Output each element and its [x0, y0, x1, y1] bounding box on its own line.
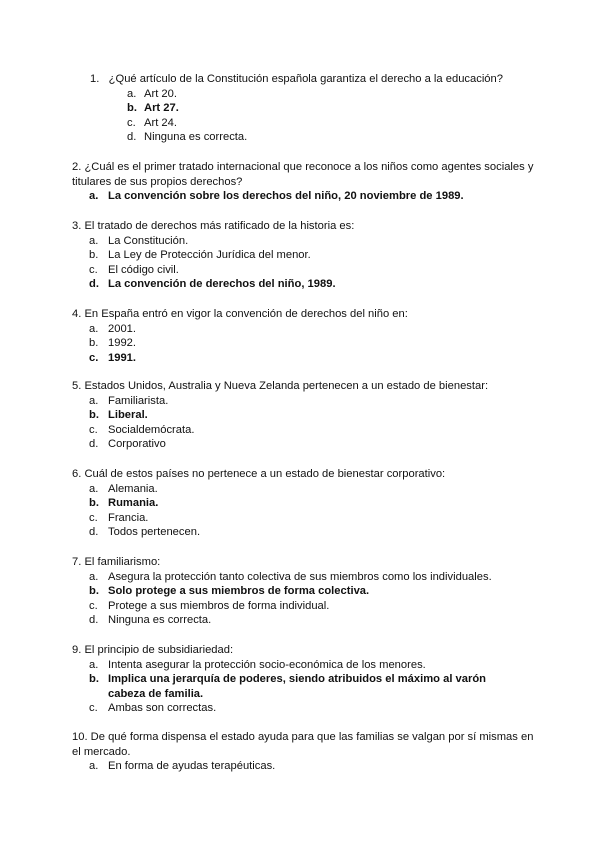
answer-list [90, 87, 556, 145]
answer-option: a. Art 20. [127, 87, 177, 100]
answer-list [72, 189, 538, 204]
question-10 [72, 730, 538, 774]
question-2 [72, 160, 538, 204]
question-number: 1. [90, 73, 100, 85]
answer-list [72, 394, 538, 452]
question-1-text: ¿Qué artículo de la Constitución española garantiza el derecho a la educación? [108, 73, 503, 85]
answer-option-correct: c. 1991. [89, 351, 136, 364]
question-2-text: 2. ¿Cuál es el primer tratado internacional que reconoce a los niños como agentes sociales y titulares de sus propios derechos? [72, 161, 534, 188]
answer-option: d. Corporativo [89, 438, 166, 451]
question-9-text: 9. El principio de subsidiariedad: [72, 644, 234, 656]
answer-option: a. Intenta asegurar la protección socio-económica de los menores. [89, 658, 426, 671]
answer-option: a. Alemania. [89, 482, 158, 495]
answer-option: c. Ambas son correctas. [89, 702, 217, 715]
answer-list [72, 482, 538, 540]
question-6-text: 6. Cuál de estos países no pertenece a un estado de bienestar corporativo: [72, 468, 446, 480]
answer-option: b. 1992. [89, 337, 136, 350]
answer-option-correct: b. Solo protege a sus miembros de forma colectiva. [89, 585, 370, 598]
question-5-text: 5. Estados Unidos, Australia y Nueva Zelanda pertenecen a un estado de bienestar: [72, 380, 489, 392]
answer-option: c. Art 24. [127, 116, 177, 129]
question-text [90, 72, 556, 87]
question-5 [72, 379, 538, 452]
question-10-text: 10. De qué forma dispensa el estado ayuda para que las familias se valgan por sí mismas en el mercado. [72, 731, 534, 758]
answer-list [72, 759, 538, 774]
question-4-text: 4. En España entró en vigor la convención de derechos del niño en: [72, 308, 408, 320]
answer-option-correct: d. La convención de derechos del niño, 1989. [89, 278, 336, 291]
answer-option-correct: b. Rumania. [89, 497, 159, 510]
answer-option: a. Familiarista. [89, 394, 169, 407]
answer-option: c. Francia. [89, 511, 149, 524]
answer-option-correct: b. Liberal. [89, 409, 148, 422]
answer-option: a. 2001. [89, 322, 136, 335]
answer-option-correct: b. Art 27. [127, 102, 179, 115]
answer-list [72, 234, 538, 292]
answer-option-correct: b. Implica una jerarquía de poderes, siendo atribuidos el máximo al varón cabeza de familia. [89, 673, 486, 700]
question-7 [72, 555, 538, 628]
answer-option: a. Asegura la protección tanto colectiva de sus miembros como los individuales. [89, 570, 492, 583]
answer-option: d. Ninguna es correcta. [127, 131, 248, 144]
answer-list [72, 322, 538, 366]
answer-list [72, 570, 538, 628]
answer-option: c. Protege a sus miembros de forma individual. [89, 599, 330, 612]
answer-option: b. La Ley de Protección Jurídica del menor. [89, 249, 311, 262]
question-1 [90, 72, 556, 145]
question-3 [72, 219, 538, 292]
answer-list [72, 658, 538, 716]
answer-option: a. La Constitución. [89, 234, 189, 247]
answer-option-correct: a. La convención sobre los derechos del niño, 20 noviembre de 1989. [89, 190, 464, 203]
question-6 [72, 467, 538, 540]
answer-option: d. Ninguna es correcta. [89, 614, 212, 627]
question-4 [72, 307, 538, 365]
answer-option: c. El código civil. [89, 263, 179, 276]
answer-option: a. En forma de ayudas terapéuticas. [89, 760, 276, 773]
answer-option: d. Todos pertenecen. [89, 526, 201, 539]
question-9 [72, 643, 538, 716]
question-7-text: 7. El familiarismo: [72, 556, 161, 568]
question-3-text: 3. El tratado de derechos más ratificado de la historia es: [72, 220, 355, 232]
answer-option: c. Socialdemócrata. [89, 423, 195, 436]
